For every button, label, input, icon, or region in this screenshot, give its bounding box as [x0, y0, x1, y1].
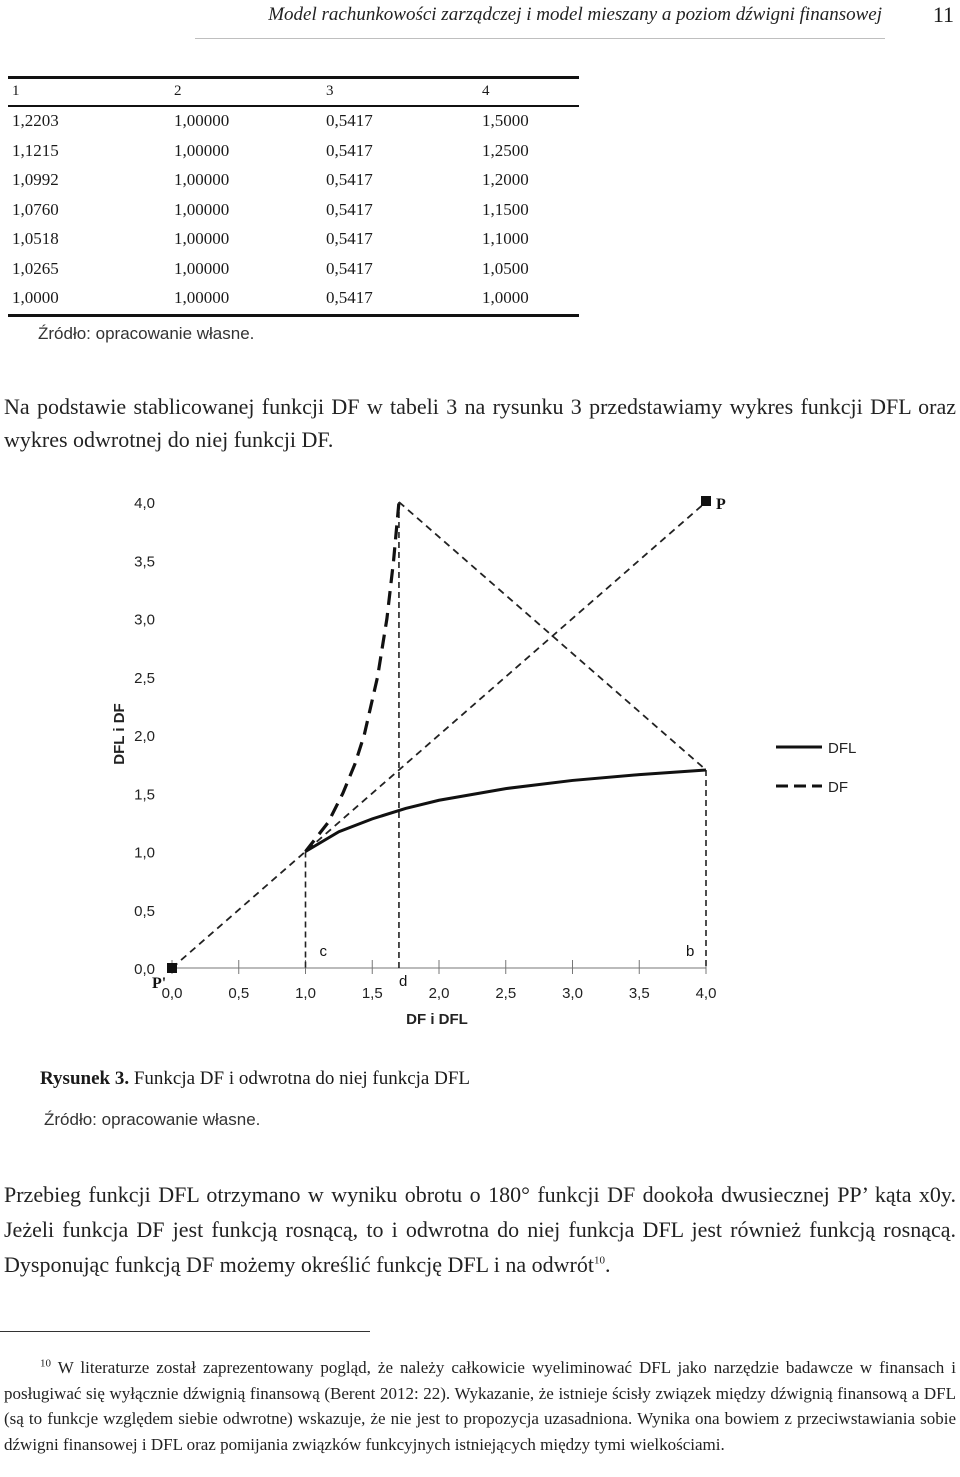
table-header-row [8, 79, 579, 105]
bisector-line [172, 502, 706, 968]
table-cell: 1,00000 [174, 111, 230, 130]
x-tick-label: 4,0 [695, 985, 717, 1002]
x-tick-label: 1,5 [361, 985, 383, 1002]
y-tick-label: 2,0 [134, 728, 155, 745]
table-cell: 0,5417 [326, 140, 373, 160]
table-cell: 1,0992 [12, 170, 59, 189]
table-row [8, 196, 579, 226]
x-tick-label: 3,5 [628, 985, 650, 1002]
y-tick-label: 1,5 [134, 786, 155, 804]
legend-label-dfl: DFL [828, 740, 857, 757]
point-p-marker [701, 496, 711, 506]
table-cell: 1,00000 [174, 258, 230, 278]
footnote-ref[interactable]: 10 [594, 1254, 605, 1267]
table-header-cell: 3 [326, 83, 334, 99]
data-table [8, 76, 579, 317]
table-row [8, 107, 579, 137]
table-cell: 1,00000 [174, 288, 230, 307]
table-row [8, 137, 579, 167]
paragraph-end: . [605, 1252, 611, 1277]
x-tick-label: 0,5 [228, 985, 250, 1002]
table-header-cell: 2 [174, 83, 182, 99]
legend-label-df: DF [828, 779, 848, 796]
table-cell: 0,5417 [326, 170, 373, 189]
table-source: Źródło: opracowanie własne. [38, 324, 255, 343]
table-header-cell: 1 [12, 83, 20, 99]
point-pprime-marker [167, 963, 177, 973]
table-cell: 1,2500 [482, 140, 529, 160]
table-cell: 1,2203 [12, 111, 59, 130]
table-cell: 1,1215 [12, 140, 59, 160]
y-axis-title: DFL i DF [111, 703, 128, 765]
table-cell: 1,5000 [482, 111, 529, 130]
table-cell: 0,5417 [326, 111, 373, 130]
y-tick-label: 0,0 [134, 961, 155, 978]
annotation-label: c [319, 943, 327, 960]
series-line-df [306, 502, 399, 852]
table-cell: 1,0265 [12, 258, 59, 278]
y-tick-label: 1,0 [134, 844, 155, 862]
table-cell: 1,0500 [482, 258, 529, 278]
table-cell: 0,5417 [326, 288, 373, 307]
annotation-label: P [716, 496, 726, 513]
table-header-cell: 4 [482, 83, 490, 99]
y-tick-label: 0,5 [134, 902, 155, 920]
table-cell: 1,1000 [482, 229, 529, 248]
annotation-label: P' [152, 975, 167, 992]
x-tick-label: 2,0 [428, 985, 450, 1002]
table-cell: 1,1500 [482, 199, 529, 219]
figure-chart [0, 470, 960, 1040]
y-tick-label: 3,0 [134, 611, 155, 629]
table-row [8, 225, 579, 255]
footnote-rule [0, 1331, 370, 1332]
figure-caption [40, 1068, 470, 1090]
table-cell: 1,0518 [12, 229, 59, 248]
figure-source: Źródło: opracowanie własne. [44, 1110, 261, 1129]
intro-paragraph: Na podstawie stablicowanej funkcji DF w tabeli 3 na rysunku 3 przedstawiamy wykres funkcji DFL oraz wykres odwrotnej do niej funkcji DF. [4, 394, 956, 452]
x-tick-label: 3,0 [562, 985, 583, 1002]
y-tick-label: 2,5 [134, 669, 155, 687]
footnote-text: W literaturze został zaprezentowany pogląd, że należy całkowicie wyeliminować DFL jako narzędzie badawcze w finansach i posługiwać się wyłącznie dźwignią finansową (Berent 2012: 22). Wykazanie, że istnieje ścisły związek między dźwignią finansową a DFL (są to funkcje względem siebie odwrotne) wskazuje, że nie jest to propozycja uzasadniona. Wynika ona bowiem z przeciwstawiania sobie dźwigni finansowej i DFL oraz pomijania związków funkcyjnych istniejących między tymi wielkościami. [4, 1358, 956, 1454]
table-cell: 1,00000 [174, 140, 230, 160]
legend [776, 740, 856, 796]
table-cell: 1,0760 [12, 199, 59, 219]
annotation-label: d [398, 973, 408, 990]
table-cell: 0,5417 [326, 258, 373, 278]
caption-text: Funkcja DF i odwrotna do niej funkcja DFL [133, 1068, 470, 1089]
table-cell: 1,00000 [174, 170, 230, 189]
footnote [4, 1355, 956, 1457]
y-tick-label: 3,5 [134, 553, 155, 571]
table-row [8, 284, 579, 314]
annotation-label: b [686, 943, 695, 960]
x-tick-label: 0,0 [161, 985, 183, 1002]
series-line-dfl [306, 770, 707, 852]
y-tick-label: 4,0 [134, 495, 155, 512]
table-cell: 1,0000 [482, 288, 529, 307]
table-cell: 0,5417 [326, 229, 373, 248]
page-header [0, 0, 960, 40]
table-cell: 1,00000 [174, 229, 230, 248]
body-paragraph [4, 1177, 956, 1282]
x-axis-title: DF i DFL [406, 1011, 468, 1028]
table-bottom-rule [8, 314, 579, 317]
header-rule [195, 38, 885, 39]
paragraph-text: Przebieg funkcji DFL otrzymano w wyniku obrotu o 180° funkcji DF dookoła dwusiecznej PP’ kąta x0y. Jeżeli funkcja DF jest funkcją rosnącą, to i odwrotna do niej funkcja DFL jest również funkcją rosnącą. Dysponując funkcją DF możemy określić funkcję DFL i na odwrót [4, 1182, 956, 1277]
table-cell: 0,5417 [326, 199, 373, 219]
table-body [8, 107, 579, 314]
page-number: 11 [932, 2, 954, 27]
footnote-number: 10 [40, 1357, 51, 1370]
caption-label: Rysunek 3. [40, 1068, 130, 1089]
table-row [8, 255, 579, 285]
table-cell: 1,0000 [12, 288, 59, 307]
x-tick-label: 2,5 [495, 985, 517, 1002]
table-cell: 1,00000 [174, 199, 230, 219]
table-row [8, 166, 579, 196]
table-cell: 1,2000 [482, 170, 529, 189]
x-tick-label: 1,0 [295, 985, 316, 1002]
running-title: Model rachunkowości zarządczej i model mieszany a poziom dźwigni finansowej [268, 4, 882, 25]
